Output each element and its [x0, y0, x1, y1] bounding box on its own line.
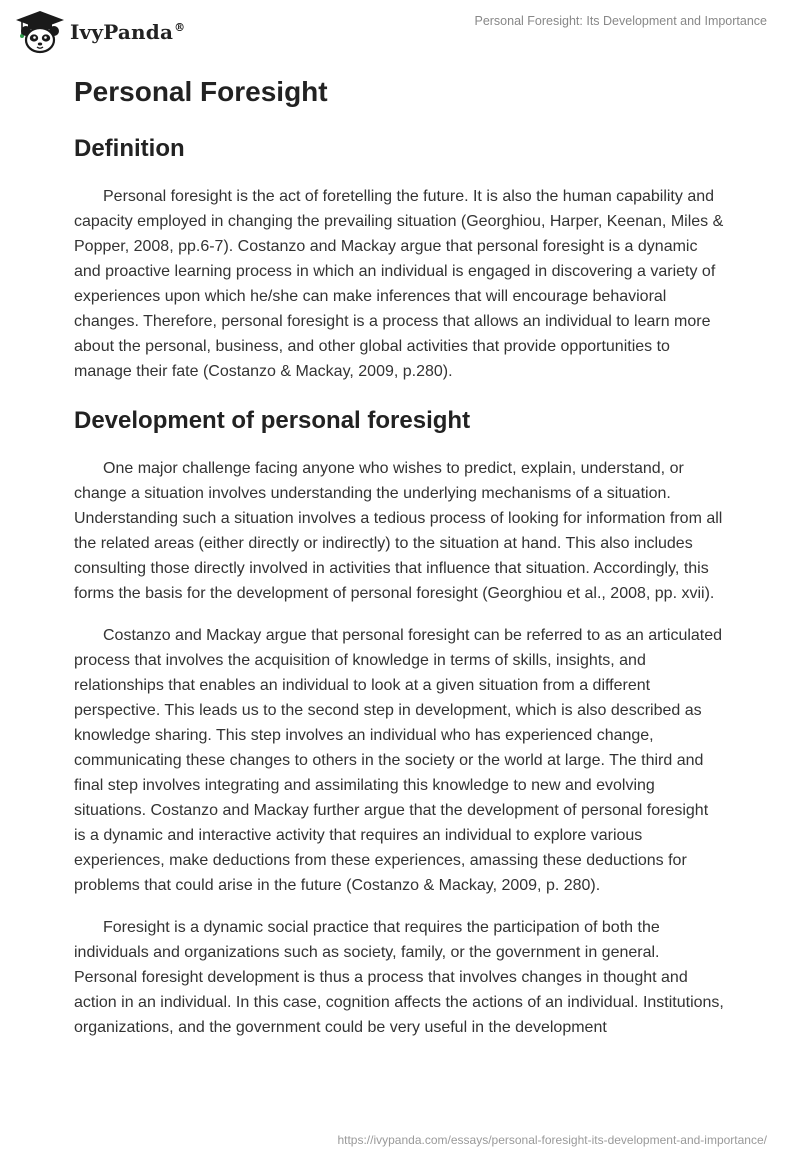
article-body — [74, 72, 724, 1040]
section-heading-definition: Definition — [74, 135, 185, 162]
panda-graduate-icon — [14, 9, 66, 55]
logo-wordmark: IvyPanda® — [70, 20, 186, 44]
section-heading-development: Development of personal foresight — [74, 407, 471, 434]
paragraph: Foresight is a dynamic social practice that requires the participation of both the individuals and organizations such as society, family, or the government in general. Personal foresight development is thus a process that involves changes in thought and action in an individual. In this case, cognition affects the actions of an individual. Institutions, organizations, and the government could be very useful in the development — [74, 919, 724, 1036]
registered-mark: ® — [174, 21, 186, 35]
page-title: Personal Foresight — [74, 76, 328, 107]
page-header — [0, 0, 800, 60]
document-title: Personal Foresight: Its Development and Importance — [474, 14, 767, 28]
source-url[interactable]: https://ivypanda.com/essays/personal-foresight-its-development-and-importance/ — [337, 1133, 767, 1147]
paragraph: One major challenge facing anyone who wishes to predict, explain, understand, or change a situation involves understanding the underlying mechanisms of a situation. Understanding such a situation involves a tedious process of looking for information from all the related areas (either directly or indirectly) to the situation at hand. This also includes consulting those directly involved in activities that influence that situation. Accordingly, this forms the basis for the development of personal foresight (Georghiou et al., 2008, pp. xvii). — [74, 460, 723, 602]
paragraph: Costanzo and Mackay argue that personal foresight can be referred to as an articulated process that involves the acquisition of knowledge in terms of skills, insights, and relationships that enables an individual to look at a given situation from a different perspective. This leads us to the second step in development, which is also described as knowledge sharing. This step involves an individual who has experienced change, communicating these changes to others in the society or the world at large. The third and final step involves integrating and assimilating this knowledge to new and evolving situations. Costanzo and Mackay further argue that the development of personal foresight is a dynamic and interactive activity that requires an individual to explore various experiences, make deductions from these experiences, amassing these deductions for problems that could arise in the future (Costanzo & Mackay, 2009, p. 280). — [74, 627, 723, 894]
paragraph: Personal foresight is the act of foretelling the future. It is also the human capability and capacity employed in changing the prevailing situation (Georghiou, Harper, Keenan, Miles & Popper, 2008, pp.6-7). Costanzo and Mackay argue that personal foresight is a dynamic and proactive learning process in which an individual is engaged in discovering a variety of experiences upon which he/she can make inferences that will encourage behavioral changes. Therefore, personal foresight is a process that allows an individual to learn more about the personal, business, and other global activities that provide opportunities to manage their fate (Costanzo & Mackay, 2009, p.280). — [74, 188, 724, 380]
ivypanda-logo[interactable] — [14, 10, 185, 54]
